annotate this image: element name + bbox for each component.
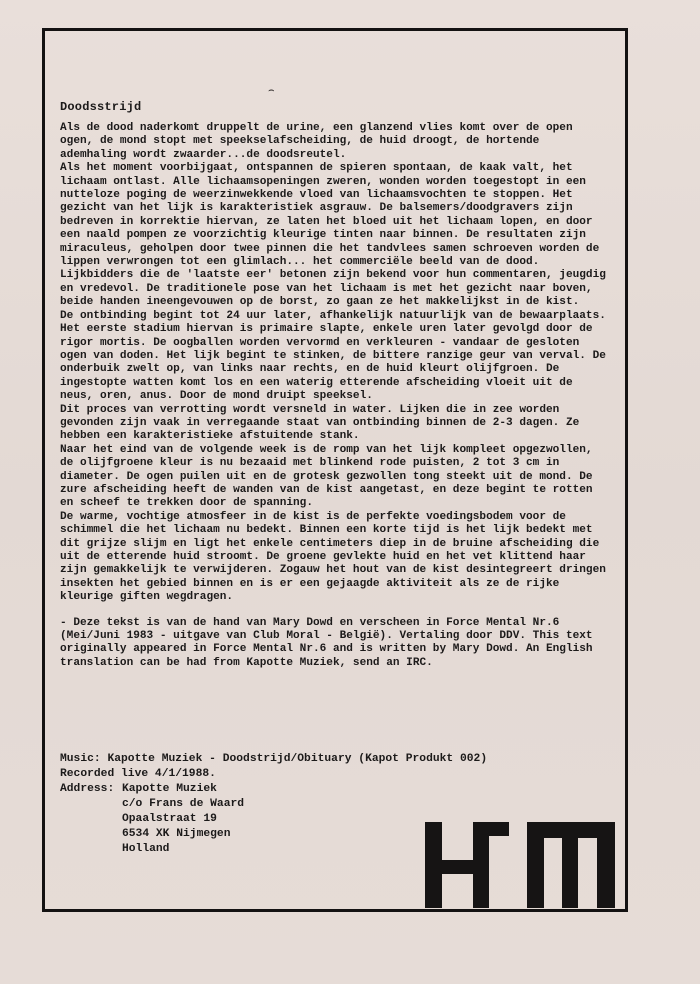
paragraph: Als de dood naderkomt druppelt de urine, een glanzend vlies komt over de open ogen, de mond stopt met speekselafscheiding, de huid droogt, de hortende ademhaling wordt zwaarder...de doodsreutel. <box>60 122 573 161</box>
paragraph: Als het moment voorbijgaat, ontspannen de spieren spontaan, de kaak valt, het lichaam ontlast. Alle lichaamsopeningen zweren, wonden worden toegestopt in een nutteloze poging de weerzinwekkende vloed van lichaamsvochten te stoppen. Het gezicht van het lijk is karakteristiek asgrauw. De balsemers/doodgravers zijn bedreven in korrektie hiervan, ze laten het bloed uit het lichaam lopen, en door een naald pompen ze voorzichtig kleurige tinten naar binnen. De resultaten zijn miraculeus, geholpen door twee pinnen die het tandvlees samen schroeven worden de lippen verwrongen tot een glimlach... het commerciële beeld van de dood. Lijkbidders die de 'laatste eer' betonen zijn bekend voor hun commentaren, jeugdig en vredevol. De traditionele pose van het lichaam is met het gezicht naar boven, beide handen ineengevouwen op de borst, zo gaan ze het makkelijkst in de kist. <box>60 162 606 309</box>
release-info <box>60 752 487 857</box>
address-block <box>60 782 487 797</box>
km-logo <box>425 820 615 912</box>
credits-paragraph: - Deze tekst is van de hand van Mary Dowd en verscheen in Force Mental Nr.6 (Mei/Juni 1983 - uitgave van Club Moral - België). Vertaling door DDV. This text originally appeared in Force Mental Nr.6 and is written by Mary Dowd. An English translation can be had from Kapotte Muziek, send an IRC. <box>60 616 593 669</box>
paragraph: De warme, vochtige atmosfeer in de kist is de perfekte voedingsbodem voor de schimmel die het lichaam nu bedekt. Binnen een korte tijd is het lijk bedekt met dit grijze slijm en ligt het enkele centimeters diep in de bruine afscheiding die uit de etterende huid stroomt. De groene gevlekte huid en het vet klittend haar zijn gemakkelijk te verwijderen. Zogauw het hout van de kist desintegreert dringen insekten het gebied binnen en is er een gejaagde aktiviteit als ze de rijke kleurige giften wegdragen. <box>60 510 606 604</box>
paragraph: Dit proces van verrotting wordt versneld in water. Lijken die in zee worden gevonden zijn vaak in verregaande staat van ontbinding binnen de 2-3 dagen. Ze hebben een karakteristieke afstuitende stank. <box>60 403 580 443</box>
paragraph-spacer <box>60 605 612 617</box>
document-title: Doodsstrijd <box>60 100 142 114</box>
article-body <box>60 122 612 670</box>
address-line: Holland <box>122 843 170 855</box>
address-label: Address: <box>60 783 115 795</box>
address-line: Opaalstraat 19 <box>122 813 217 825</box>
music-line: Music: Kapotte Muziek - Doodstrijd/Obituary (Kapot Produkt 002) <box>60 753 488 765</box>
address-line: 6534 XK Nijmegen <box>122 828 231 840</box>
recorded-line: Recorded live 4/1/1988. <box>60 768 216 780</box>
address-line: c/o Frans de Waard <box>122 798 245 810</box>
stray-pen-mark: ⌢ <box>268 86 275 97</box>
paragraph: Naar het eind van de volgende week is de romp van het lijk kompleet opgezwollen, de olijfgroene kleur is nu bezaaid met blinkend rode puisten, 2 tot 3 cm in diameter. De ogen puilen uit en de grotesk gezwollen tong steekt uit de mond. De zure afscheiding heeft de wanden van de kist aangetast, en deze begint te rotten en scheef te trekken door de spanning. <box>60 443 593 510</box>
paragraph: De ontbinding begint tot 24 uur later, afhankelijk natuurlijk van de bewaarplaats. Het eerste stadium hiervan is primaire slapte, enkele uren later gevolgd door de rigor mortis. De oogballen worden vervormd en verkleuren - vandaar de gesloten ogen van doden. Het lijk begint te stinken, de bittere ranzige geur van verval. De onderbuik zwelt op, van links naar rechts, en de huid kleurt olijfgroen. De ingestopte watten komt los en een waterig etterende afscheiding vloeit uit de neus, oren, anus. Door de mond druipt speeksel. <box>60 309 606 403</box>
address-line: Kapotte Muziek <box>122 783 217 795</box>
